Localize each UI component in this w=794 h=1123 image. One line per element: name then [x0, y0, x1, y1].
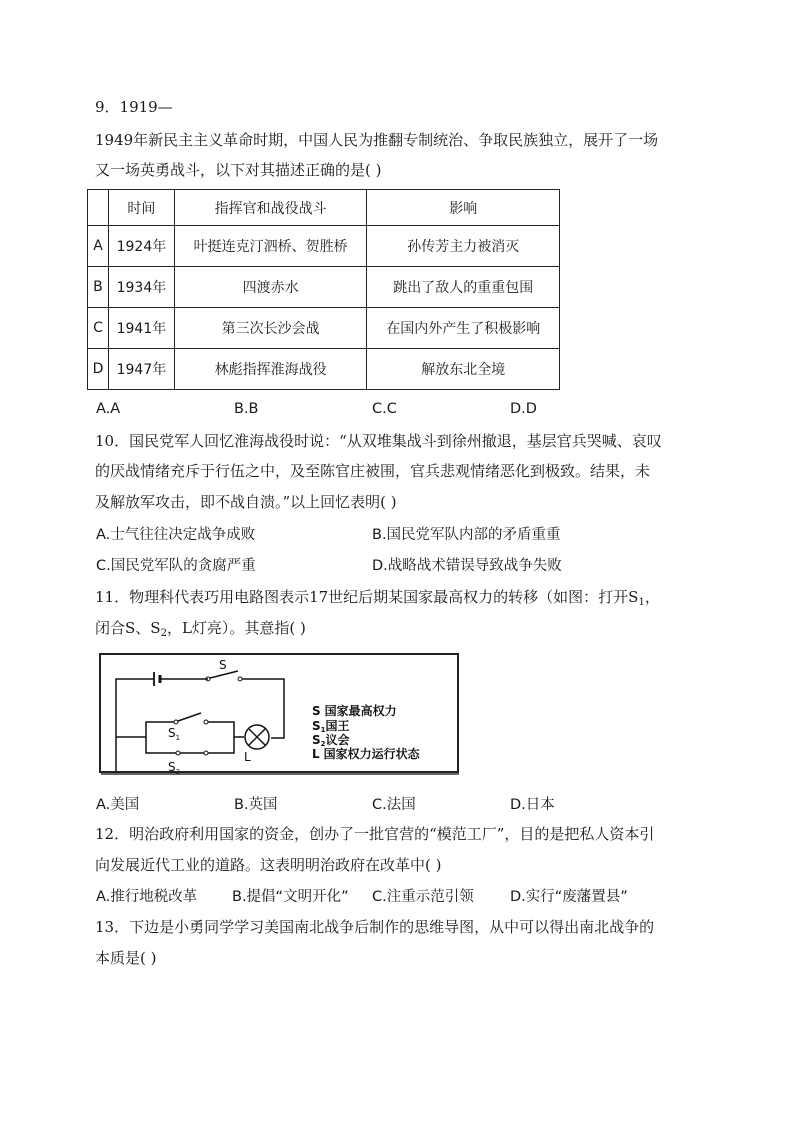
legend-text: 议会 — [325, 733, 350, 747]
subscript: 2 — [175, 768, 181, 776]
table-row — [88, 226, 560, 267]
q12-stem-line2: 向发展近代工业的道路。这表明明治政府在改革中( ) — [95, 856, 442, 874]
legend-symbol: L — [312, 747, 320, 761]
q11-stem-line2 — [95, 617, 306, 639]
table-header-cell — [88, 190, 109, 226]
switch-contact — [176, 751, 180, 755]
circuit-legend — [312, 703, 421, 761]
table-cell: 解放东北全境 — [367, 349, 560, 390]
table-header-cell: 影响 — [367, 190, 560, 226]
switch-s-label: S — [219, 658, 227, 672]
switch-contact — [174, 720, 178, 724]
subscript: 2 — [320, 740, 326, 748]
q11-option-b[interactable]: B.英国 — [234, 797, 278, 813]
q9-number: 9．1919— — [95, 98, 173, 116]
switch-contact — [204, 720, 208, 724]
q12-option-a[interactable]: A.推行地税改革 — [96, 889, 198, 905]
switch-s1-letter: S — [168, 726, 176, 740]
q13-stem-line1: 13．下边是小勇同学学习美国南北战争后制作的思维导图，从中可以得出南北战争的 — [95, 918, 655, 936]
circuit-diagram — [98, 653, 460, 778]
legend-text: 国王 — [325, 719, 350, 733]
table-cell: 1941年 — [108, 308, 174, 349]
q9-option-d[interactable]: D.D — [510, 401, 537, 417]
table-cell: A — [88, 226, 109, 267]
subscript: 1 — [175, 734, 181, 742]
q10-option-c[interactable]: C.国民党军队的贪腐严重 — [96, 558, 256, 574]
table-cell: 1924年 — [108, 226, 174, 267]
wire — [116, 679, 154, 753]
table-cell: C — [88, 308, 109, 349]
table-row — [88, 349, 560, 390]
q9-option-c[interactable]: C.C — [372, 401, 397, 417]
switch-contact — [204, 751, 208, 755]
q11-option-c[interactable]: C.法国 — [372, 797, 416, 813]
subscript: 1 — [320, 726, 326, 734]
switch-s2-label — [168, 760, 180, 776]
switch-s1-label — [168, 726, 180, 742]
q10-stem-line1: 10．国民党军人回忆淮海战役时说：“从双堆集战斗到徐州撤退，基层官兵哭喊、哀叹 — [95, 432, 662, 450]
legend-item — [312, 718, 350, 734]
q13-stem-line2: 本质是( ) — [95, 949, 157, 967]
table-header-cell: 时间 — [108, 190, 174, 226]
table-row — [88, 267, 560, 308]
table-cell: 1947年 — [108, 349, 174, 390]
legend-text: 国家最高权力 — [324, 704, 397, 718]
q11-option-a[interactable]: A.美国 — [96, 797, 140, 813]
q11-stem-text: ，L灯亮）。其意指( ) — [166, 619, 306, 637]
table-cell: 孙传芳主力被消灭 — [367, 226, 560, 267]
q11-stem-text: 闭合S、S — [95, 619, 161, 637]
table-cell: D — [88, 349, 109, 390]
table-cell: B — [88, 267, 109, 308]
q10-option-d[interactable]: D.战略战术错误导致战争失败 — [372, 558, 562, 574]
q9-option-a[interactable]: A.A — [96, 401, 121, 417]
q12-stem-line1: 12．明治政府利用国家的资金，创办了一批官营的“模范工厂”，目的是把私人资本引 — [95, 825, 655, 843]
q9-table — [87, 189, 560, 390]
switch-s1-lever — [178, 713, 201, 721]
subscript: 2 — [160, 628, 167, 639]
table-cell: 跳出了敌人的重重包围 — [367, 267, 560, 308]
lamp-label: L — [244, 750, 251, 764]
q12-option-d[interactable]: D.实行“废藩置县” — [510, 889, 628, 905]
q10-option-a[interactable]: A.士气往往决定战争成败 — [96, 527, 256, 543]
legend-text: 国家权力运行状态 — [323, 747, 420, 761]
q11-stem-text: 11．物理科代表巧用电路图表示17世纪后期某国家最高权力的转移（如图：打开S — [95, 588, 639, 606]
table-cell: 在国内外产生了积极影响 — [367, 308, 560, 349]
table-cell: 叶挺连克汀泗桥、贺胜桥 — [174, 226, 367, 267]
q12-option-b[interactable]: B.提倡“文明开化” — [232, 889, 349, 905]
table-header-cell: 指挥官和战役战斗 — [174, 190, 367, 226]
legend-symbol: S — [312, 719, 321, 733]
switch-contact — [238, 677, 242, 681]
q9-stem-line1: 1949年新民主主义革命时期，中国人民为推翻专制统治、争取民族独立，展开了一场 — [95, 131, 659, 149]
q10-stem-line3: 及解放军攻击，即不战自溃。”以上回忆表明( ) — [95, 493, 397, 511]
q9-stem-line2: 又一场英勇战斗，以下对其描述正确的是( ) — [95, 161, 382, 179]
table-cell: 第三次长沙会战 — [174, 308, 367, 349]
q11-stem-line1 — [95, 586, 660, 608]
q10-option-b[interactable]: B.国民党军队内部的矛盾重重 — [372, 527, 561, 543]
table-cell: 1934年 — [108, 267, 174, 308]
table-cell: 林彪指挥淮海战役 — [174, 349, 367, 390]
q9-option-b[interactable]: B.B — [234, 401, 259, 417]
q11-option-d[interactable]: D.日本 — [510, 797, 555, 813]
table-header-row — [88, 190, 560, 226]
legend-symbol: S — [312, 733, 321, 747]
wire — [208, 737, 234, 753]
legend-item — [312, 746, 421, 761]
table-cell: 四渡赤水 — [174, 267, 367, 308]
wire — [116, 722, 174, 737]
switch-s2-letter: S — [168, 760, 176, 774]
q11-stem-text: ， — [644, 588, 660, 606]
table-row — [88, 308, 560, 349]
legend-item — [312, 732, 350, 748]
legend-item — [312, 703, 397, 718]
subscript: 1 — [638, 597, 645, 608]
wire — [208, 722, 244, 737]
q12-option-c[interactable]: C.注重示范引领 — [372, 889, 474, 905]
switch-s-lever — [210, 671, 238, 678]
legend-symbol: S — [312, 704, 321, 718]
q10-stem-line2: 的厌战情绪充斥于行伍之中，及至陈官庄被围，官兵悲观情绪恶化到极致。结果，未 — [95, 462, 651, 480]
